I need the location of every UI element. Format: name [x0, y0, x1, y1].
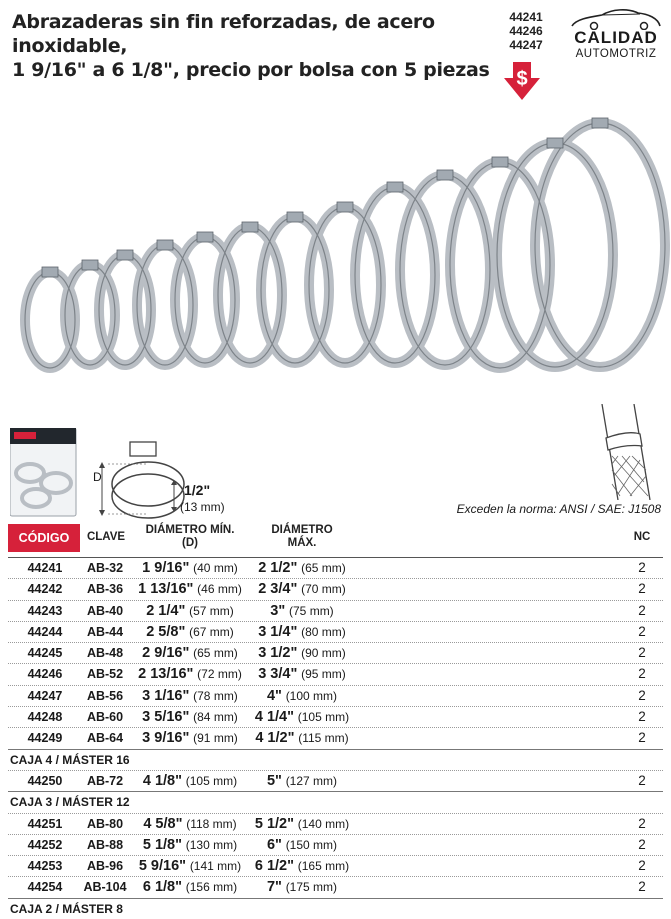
min-mm: (118 mm) [186, 816, 237, 831]
max-inches: 3 3/4" [258, 666, 298, 683]
cell-clave: AB-72 [86, 773, 124, 788]
max-mm: (115 mm) [298, 731, 349, 746]
product-table [8, 557, 663, 919]
min-mm: (91 mm) [193, 731, 238, 746]
max-inches: 3" [270, 602, 286, 619]
cell-diametro-max [250, 579, 354, 599]
title-line-2: 1 9/16" a 6 1/8", precio por bolsa con 5 piezas [12, 59, 490, 81]
cell-diametro-min [132, 856, 248, 876]
hose-clamps-image [0, 110, 671, 410]
max-inches: 7" [266, 879, 282, 896]
logo-line-1: CALIDAD [574, 28, 658, 47]
cell-clave: AB-104 [83, 880, 127, 895]
product-code: 44241 [509, 10, 543, 24]
packaging-note: CAJA 4 / MÁSTER 16 [8, 749, 663, 770]
clamp-dimension-diagram [88, 434, 268, 524]
min-inches: 2 9/16" [142, 645, 190, 662]
max-mm: (165 mm) [297, 859, 350, 874]
cell-nc: 2 [638, 666, 646, 682]
max-inches: 5" [266, 772, 282, 789]
table-row [8, 834, 663, 855]
cell-diametro-max [250, 856, 354, 876]
table-row [8, 813, 663, 834]
cell-codigo: 44245 [27, 646, 63, 661]
dollar-down-arrow-icon [504, 62, 540, 105]
installed-clamp-illustration [588, 404, 662, 500]
table-row [8, 685, 663, 706]
cell-diametro-min [132, 601, 248, 621]
cell-clave: AB-60 [86, 710, 124, 725]
max-mm: (127 mm) [285, 773, 338, 788]
cell-clave: AB-40 [86, 603, 124, 618]
max-mm: (80 mm) [301, 624, 346, 639]
min-mm: (72 mm) [197, 667, 242, 682]
cell-diametro-min [132, 877, 248, 897]
max-mm: (100 mm) [285, 688, 338, 703]
cell-codigo: 44252 [27, 837, 63, 852]
standard-note: Exceden la norma: ANSI / SAE: J1508 [456, 502, 661, 516]
packaging-note: CAJA 3 / MÁSTER 12 [8, 791, 663, 812]
min-mm: (78 mm) [193, 688, 238, 703]
cell-clave: AB-44 [86, 624, 124, 639]
table-row [8, 642, 663, 663]
cell-clave: AB-96 [86, 859, 124, 874]
max-inches: 2 3/4" [258, 581, 298, 598]
cell-diametro-min [132, 728, 248, 748]
max-mm: (75 mm) [289, 603, 334, 618]
car-silhouette-icon [568, 6, 664, 30]
cell-diametro-max [250, 664, 354, 684]
max-mm: (95 mm) [301, 667, 346, 682]
table-row [8, 557, 663, 578]
cell-diametro-min [132, 686, 248, 706]
cell-codigo: 44251 [27, 816, 63, 831]
cell-diametro-min [132, 558, 248, 578]
max-inches: 5 1/2" [254, 815, 294, 832]
table-row [8, 663, 663, 684]
cell-nc: 2 [638, 560, 646, 575]
max-inches: 2 1/2" [258, 560, 298, 576]
cell-nc: 2 [638, 772, 646, 788]
cell-diametro-min [132, 814, 248, 834]
min-mm: (105 mm) [185, 773, 238, 788]
table-row [8, 578, 663, 599]
max-inches: 6 1/2" [254, 858, 294, 875]
min-mm: (65 mm) [193, 646, 238, 661]
cell-diametro-max [250, 771, 354, 791]
cell-nc: 2 [638, 687, 646, 703]
cell-clave: AB-52 [86, 667, 124, 682]
diameter-label: D [93, 470, 102, 484]
min-mm: (130 mm) [185, 837, 238, 852]
min-inches: 3 9/16" [142, 730, 190, 747]
cell-nc: 2 [638, 581, 646, 597]
max-mm: (105 mm) [297, 710, 350, 725]
min-inches: 6 1/8" [142, 879, 182, 896]
width-metric-label: (13 mm) [180, 500, 225, 514]
max-inches: 4 1/4" [254, 709, 294, 726]
cell-clave: AB-88 [86, 837, 124, 852]
min-inches: 2 5/8" [146, 623, 186, 640]
min-mm: (57 mm) [189, 603, 234, 618]
min-inches: 4 1/8" [142, 772, 182, 789]
package-image [10, 428, 80, 518]
header-diametro-min [132, 524, 248, 550]
cell-nc: 2 [638, 623, 646, 639]
cell-clave: AB-64 [86, 731, 124, 746]
cell-codigo: 44241 [27, 561, 63, 575]
packaging-note: CAJA 2 / MÁSTER 8 [8, 898, 663, 919]
cell-codigo: 44248 [27, 710, 63, 725]
logo-line-2: AUTOMOTRIZ [575, 48, 657, 60]
cell-diametro-max [250, 728, 354, 748]
cell-diametro-max [250, 643, 354, 663]
table-row [8, 727, 663, 748]
svg-text:$: $ [516, 68, 528, 90]
cell-diametro-min [132, 707, 248, 727]
table-header [8, 520, 663, 556]
table-row [8, 621, 663, 642]
cell-nc: 2 [638, 602, 646, 618]
cell-codigo: 44247 [27, 688, 63, 703]
cell-diametro-min [132, 579, 248, 599]
cell-nc: 2 [638, 858, 646, 874]
cell-codigo: 44254 [27, 880, 63, 895]
cell-codigo: 44244 [27, 624, 63, 639]
cell-diametro-min [132, 771, 248, 791]
min-inches: 1 9/16" [142, 560, 190, 576]
max-mm: (90 mm) [301, 646, 346, 661]
cell-clave: AB-32 [86, 561, 124, 575]
header-min-line-1: DIÁMETRO MÍN. [145, 524, 235, 536]
max-mm: (175 mm) [285, 880, 338, 895]
min-inches: 2 1/4" [146, 602, 186, 619]
table-row [8, 876, 663, 897]
width-label: 1/2" [184, 482, 211, 498]
cell-nc: 2 [638, 730, 646, 746]
min-inches: 3 5/16" [142, 709, 190, 726]
table-row [8, 770, 663, 791]
product-title [12, 10, 492, 82]
cell-diametro-min [132, 643, 248, 663]
header-clave: CLAVE [86, 531, 126, 543]
max-mm: (70 mm) [301, 582, 346, 597]
cell-clave: AB-36 [86, 582, 124, 597]
cell-nc: 2 [638, 836, 646, 852]
table-row [8, 855, 663, 876]
header-codigo: CÓDIGO [8, 524, 80, 552]
min-inches: 4 5/8" [143, 815, 183, 832]
min-mm: (156 mm) [185, 880, 238, 895]
max-inches: 3 1/2" [258, 645, 298, 662]
product-code: 44247 [509, 38, 543, 52]
cell-nc: 2 [638, 645, 646, 661]
cell-diametro-max [250, 835, 354, 855]
table-row [8, 600, 663, 621]
cell-diametro-max [250, 601, 354, 621]
cell-diametro-max [250, 814, 354, 834]
cell-codigo: 44249 [27, 731, 63, 746]
header-nc: NC [633, 531, 651, 543]
min-inches: 1 13/16" [138, 581, 194, 598]
min-mm: (141 mm) [189, 859, 242, 874]
header-max-line-1: DIÁMETRO [271, 524, 333, 536]
header-min-line-2: (D) [182, 537, 198, 549]
min-inches: 5 9/16" [138, 858, 187, 875]
header-max-line-2: MÁX. [287, 537, 317, 549]
min-mm: (84 mm) [193, 710, 238, 725]
max-inches: 6" [266, 836, 282, 853]
cell-codigo: 44242 [27, 582, 63, 597]
product-code: 44246 [509, 24, 543, 38]
cell-clave: AB-80 [86, 816, 124, 831]
cell-diametro-max [250, 686, 354, 706]
title-line-1: Abrazaderas sin fin reforzadas, de acero inoxidable, [12, 11, 435, 57]
cell-diametro-min [132, 664, 248, 684]
min-inches: 3 1/16" [142, 687, 190, 704]
cell-diametro-max [250, 558, 354, 578]
min-mm: (40 mm) [193, 561, 238, 575]
cell-nc: 2 [638, 879, 646, 895]
cell-diametro-max [250, 707, 354, 727]
max-inches: 3 1/4" [258, 623, 298, 640]
cell-nc: 2 [638, 709, 646, 725]
max-inches: 4" [266, 687, 282, 704]
min-mm: (46 mm) [197, 582, 242, 597]
max-mm: (140 mm) [297, 816, 350, 831]
min-mm: (67 mm) [189, 624, 234, 639]
cell-codigo: 44250 [27, 773, 63, 788]
product-codes [506, 10, 546, 52]
max-mm: (150 mm) [285, 837, 338, 852]
cell-clave: AB-56 [86, 688, 124, 703]
cell-diametro-max [250, 622, 354, 642]
cell-clave: AB-48 [86, 646, 124, 661]
table-row [8, 706, 663, 727]
cell-codigo: 44253 [27, 859, 63, 874]
min-inches: 2 13/16" [138, 666, 194, 683]
max-inches: 4 1/2" [255, 730, 295, 747]
header-diametro-max [250, 524, 354, 550]
cell-diametro-min [132, 622, 248, 642]
brand-logo [568, 6, 668, 66]
max-mm: (65 mm) [301, 561, 346, 575]
min-inches: 5 1/8" [142, 836, 182, 853]
cell-diametro-max [250, 877, 354, 897]
cell-codigo: 44243 [27, 603, 63, 618]
cell-diametro-min [132, 835, 248, 855]
cell-nc: 2 [638, 815, 646, 831]
cell-codigo: 44246 [27, 667, 63, 682]
